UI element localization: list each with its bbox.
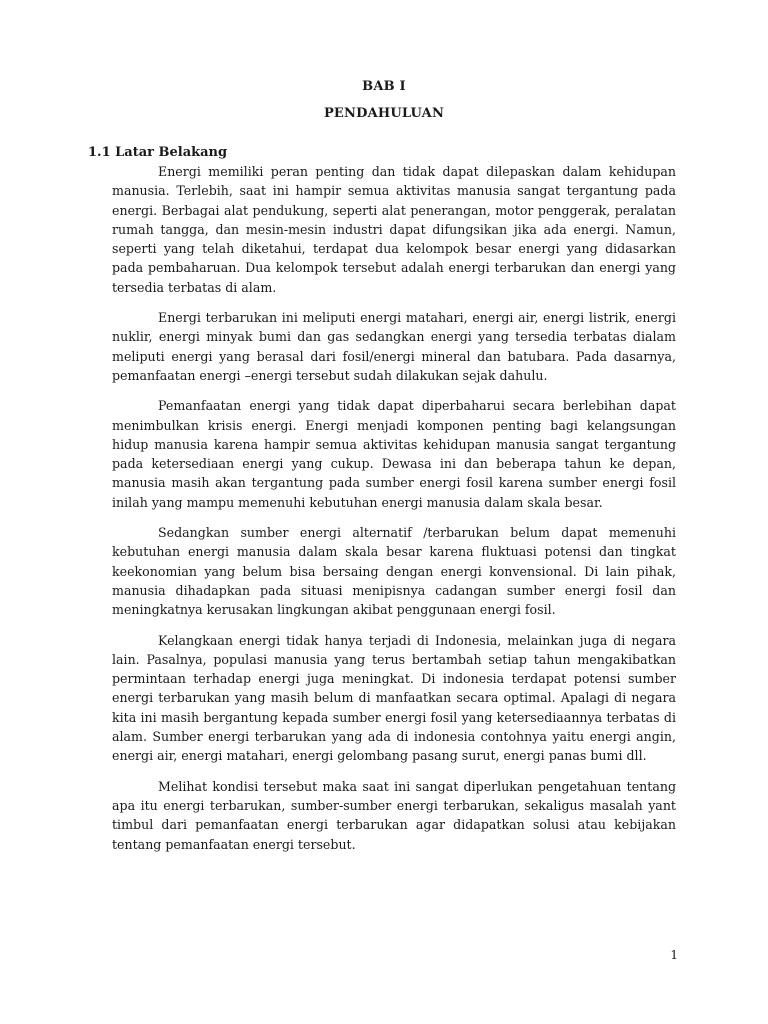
paragraph-3: Pemanfaatan energi yang tidak dapat diperbaharui secara berlebihan dapat menimbulkan krisis energi. Energi menjadi komponen penting bagi kelangsungan hidup manusia karena hampir semua aktivitas kehidupan manusia sangat tergantung pada ketersediaan energi yang cukup. Dewasa ini dan beberapa tahun ke depan, manusia masih akan tergantung pada sumber energi fosil karena sumber energi fosil inilah yang mampu memenuhi kebutuhan energi manusia dalam skala besar. [112, 398, 676, 510]
paragraph-6: Melihat kondisi tersebut maka saat ini sangat diperlukan pengetahuan tentang apa itu energi terbarukan, sumber-sumber energi terbarukan, sekaligus masalah yant timbul dari pemanfaatan energi terbarukan agar didapatkan solusi atau kebijakan tentang pemanfaatan energi tersebut. [112, 778, 676, 852]
chapter-title: PENDAHULUAN [323, 106, 445, 121]
paragraph-2: Energi terbarukan ini meliputi energi matahari, energi air, energi listrik, energi nuklir, energi minyak bumi dan gas sedangkan energi yang tersedia terbatas dialam meliputi energi yang berasal dari fosil/energi mineral dan batubara. Pada dasarnya, pemanfaatan energi –energi tersebut sudah dilakukan sejak dahulu. [112, 310, 676, 383]
section-heading: 1.1 Latar Belakang [88, 145, 228, 160]
paragraph-4: Sedangkan sumber energi alternatif /terbarukan belum dapat memenuhi kebutuhan energi manusia dalam skala besar karena fluktuasi potensi dan tingkat keekonomian yang belum bisa bersaing dengan energi konvensional. Di lain pihak, manusia dihadapkan pada situasi menipisnya cadangan sumber energi fosil dan meningkatnya kerusakan lingkungan akibat penggunaan energi fosil. [112, 525, 676, 618]
chapter-number: BAB I [362, 79, 406, 94]
paragraph-1: Energi memiliki peran penting dan tidak dapat dilepaskan dalam kehidupan manusia. Terlebih, saat ini hampir semua aktivitas manusia sangat tergantung pada energi. Berbagai alat pendukung, seperti alat penerangan, motor penggerak, peralatan rumah tangga, dan mesin-mesin industri dapat difungsikan jika ada energi. Namun, seperti yang telah diketahui, terdapat dua kelompok besar energi yang didasarkan pada pembaharuan. Dua kelompok tersebut adalah energi terbarukan dan energi yang tersedia terbatas di alam. [112, 164, 676, 295]
body-text [112, 162, 676, 865]
paragraph-5: Kelangkaan energi tidak hanya terjadi di Indonesia, melainkan juga di negara lain. Pasalnya, populasi manusia yang terus bertambah setiap tahun mengakibatkan permintaan terhadap energi juga meningkat. Di indonesia terdapat potensi sumber energi terbarukan yang masih belum di manfaatkan secara optimal. Apalagi di negara kita ini masih bergantung kepada sumber energi fosil yang ketersediaannya terbatas di alam. Sumber energi terbarukan yang ada di indonesia contohnya yaitu energi angin, energi air, energi matahari, energi gelombang pasang surut, energi panas bumi dll. [112, 632, 676, 764]
page-number: 1 [670, 948, 678, 962]
